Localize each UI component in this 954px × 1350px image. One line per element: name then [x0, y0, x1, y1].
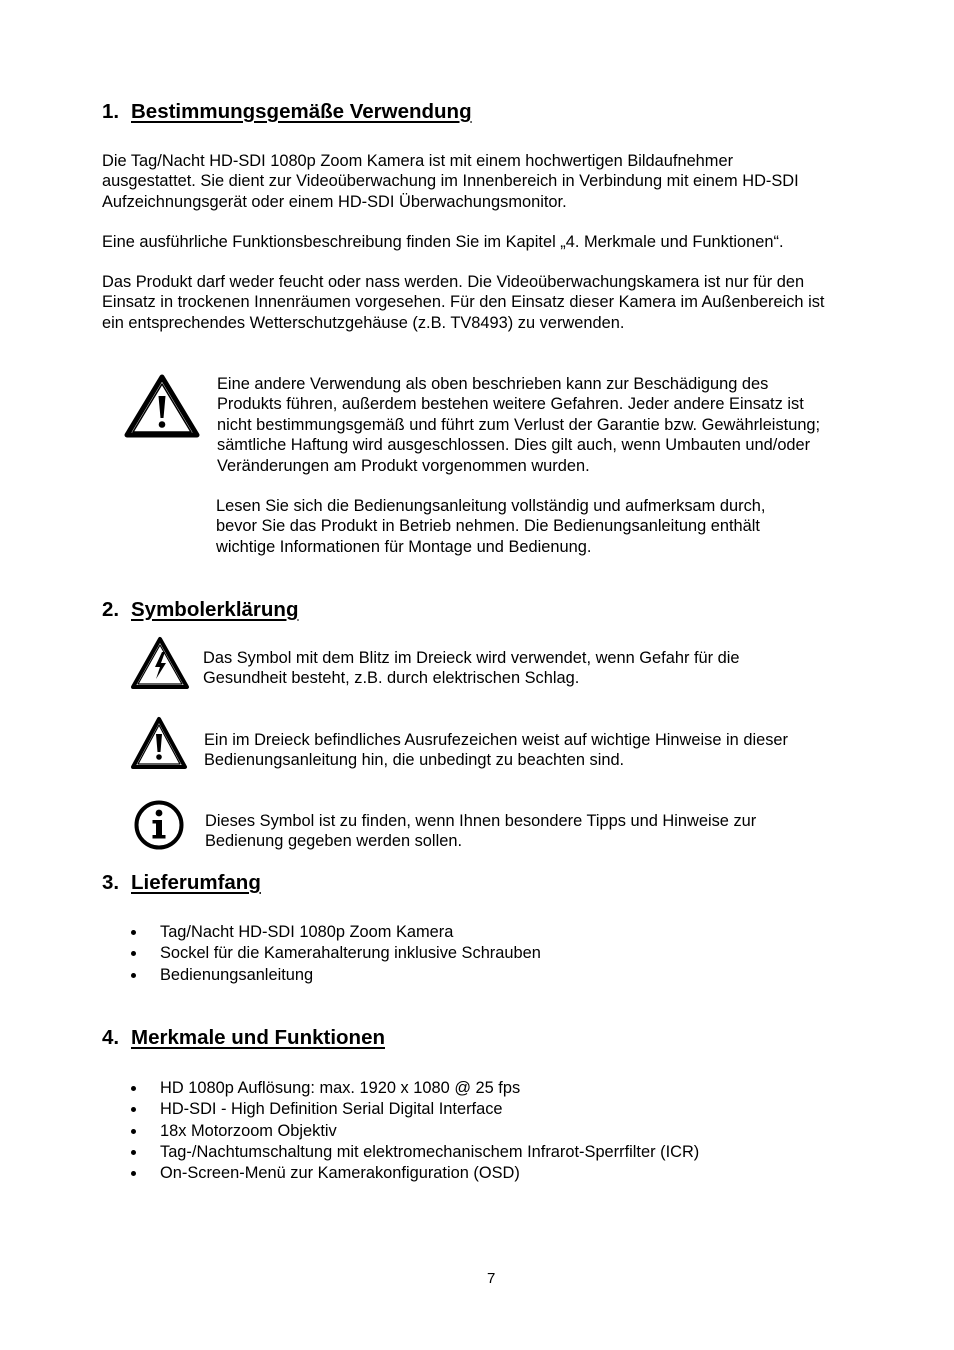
section-title: Merkmale und Funktionen: [131, 1026, 385, 1049]
text-line: Bedienung gegeben werden sollen.: [205, 832, 462, 851]
page-number: 7: [487, 1270, 496, 1287]
exclamation-triangle-icon: [130, 716, 188, 770]
warning-text: [217, 374, 820, 476]
lightning-triangle-icon: [130, 636, 190, 690]
info-circle-icon: [133, 799, 185, 851]
text-line: Das Symbol mit dem Blitz im Dreieck wird verwendet, wenn Gefahr für die: [203, 649, 740, 667]
text-line: Veränderungen am Produkt vorgenommen wurden.: [217, 456, 590, 475]
text-line: bevor Sie das Produkt in Betrieb nehmen. Die Bedienungsanleitung enthält: [216, 517, 760, 536]
text-line: Eine ausführliche Funktionsbeschreibung finden Sie im Kapitel „4. Merkmale und Funktionen“.: [102, 233, 784, 251]
section-number: 1.: [102, 100, 120, 123]
text-line: sämtliche Haftung wird ausgeschlossen. Dies gilt auch, wenn Umbauten und/oder: [217, 436, 811, 455]
section-2-heading: [102, 598, 502, 624]
text-line: Einsatz in trockenen Innenräumen vorgesehen. Für den Einsatz dieser Kamera im Außenbereich ist: [102, 293, 825, 312]
read-manual-text: [216, 496, 765, 557]
section-title: Bestimmungsgemäße Verwendung: [131, 100, 472, 123]
list-item: Tag-/Nachtumschaltung mit elektromechanischem Infrarot-Sperrfilter (ICR): [131, 1142, 699, 1163]
list-item: 18x Motorzoom Objektiv: [131, 1121, 699, 1142]
text-line: Lesen Sie sich die Bedienungsanleitung vollständig und aufmerksam durch,: [216, 497, 766, 515]
text-line: Aufzeichnungsgerät oder einem HD-SDI Überwachungsmonitor.: [102, 192, 567, 211]
list-item: Bedienungsanleitung: [131, 965, 541, 986]
list-item: Sockel für die Kamerahalterung inklusive Schrauben: [131, 943, 541, 964]
section-title: Lieferumfang: [131, 871, 261, 894]
section-4-heading: [102, 1026, 602, 1052]
text-line: Das Produkt darf weder feucht oder nass werden. Die Videoüberwachungskamera ist nur für den: [102, 273, 805, 291]
text-line: Die Tag/Nacht HD-SDI 1080p Zoom Kamera ist mit einem hochwertigen Bildaufnehmer: [102, 152, 734, 170]
text-line: Gesundheit besteht, z.B. durch elektrischen Schlag.: [203, 669, 580, 688]
text-line: Dieses Symbol ist zu finden, wenn Ihnen besondere Tipps und Hinweise zur: [205, 812, 757, 830]
section-1-heading: [102, 100, 602, 126]
section-number: 3.: [102, 871, 120, 894]
text-line: ausgestattet. Sie dient zur Videoüberwachung im Innenbereich in Verbindung mit einem HD-SDI: [102, 172, 799, 191]
text-line: Ein im Dreieck befindliches Ausrufezeichen weist auf wichtige Hinweise in dieser: [204, 731, 788, 749]
text-line: Bedienungsanleitung hin, die unbedingt zu beachten sind.: [204, 751, 625, 770]
list-item: Tag/Nacht HD-SDI 1080p Zoom Kamera: [131, 922, 541, 943]
lightning-symbol-text: [203, 648, 740, 689]
text-line: Eine andere Verwendung als oben beschrieben kann zur Beschädigung des: [217, 375, 769, 393]
intro-paragraph: [102, 151, 799, 212]
warning-triangle-icon: [124, 374, 200, 438]
text-line: nicht bestimmungsgemäß und führt zum Verlust der Garantie bzw. Gewährleistung;: [217, 415, 821, 434]
section-number: 4.: [102, 1026, 120, 1049]
exclamation-symbol-text: [204, 730, 788, 771]
list-item: HD-SDI - High Definition Serial Digital Interface: [131, 1099, 699, 1120]
section-3-heading: [102, 871, 502, 897]
delivery-list: [131, 922, 541, 986]
features-list: [131, 1078, 699, 1184]
list-item: On-Screen-Menü zur Kamerakonfiguration (OSD): [131, 1163, 699, 1184]
list-item: HD 1080p Auflösung: max. 1920 x 1080 @ 25 fps: [131, 1078, 699, 1099]
text-line: ein entsprechendes Wetterschutzgehäuse (z.B. TV8493) zu verwenden.: [102, 313, 625, 332]
reference-paragraph: [102, 232, 784, 252]
info-symbol-text: [205, 811, 756, 852]
text-line: wichtige Informationen für Montage und Bedienung.: [216, 537, 592, 556]
text-line: Produkts führen, außerdem bestehen weitere Gefahren. Jeder andere Einsatz ist: [217, 395, 804, 414]
usage-paragraph: [102, 272, 824, 333]
section-number: 2.: [102, 598, 120, 621]
section-title: Symbolerklärung: [131, 598, 299, 621]
